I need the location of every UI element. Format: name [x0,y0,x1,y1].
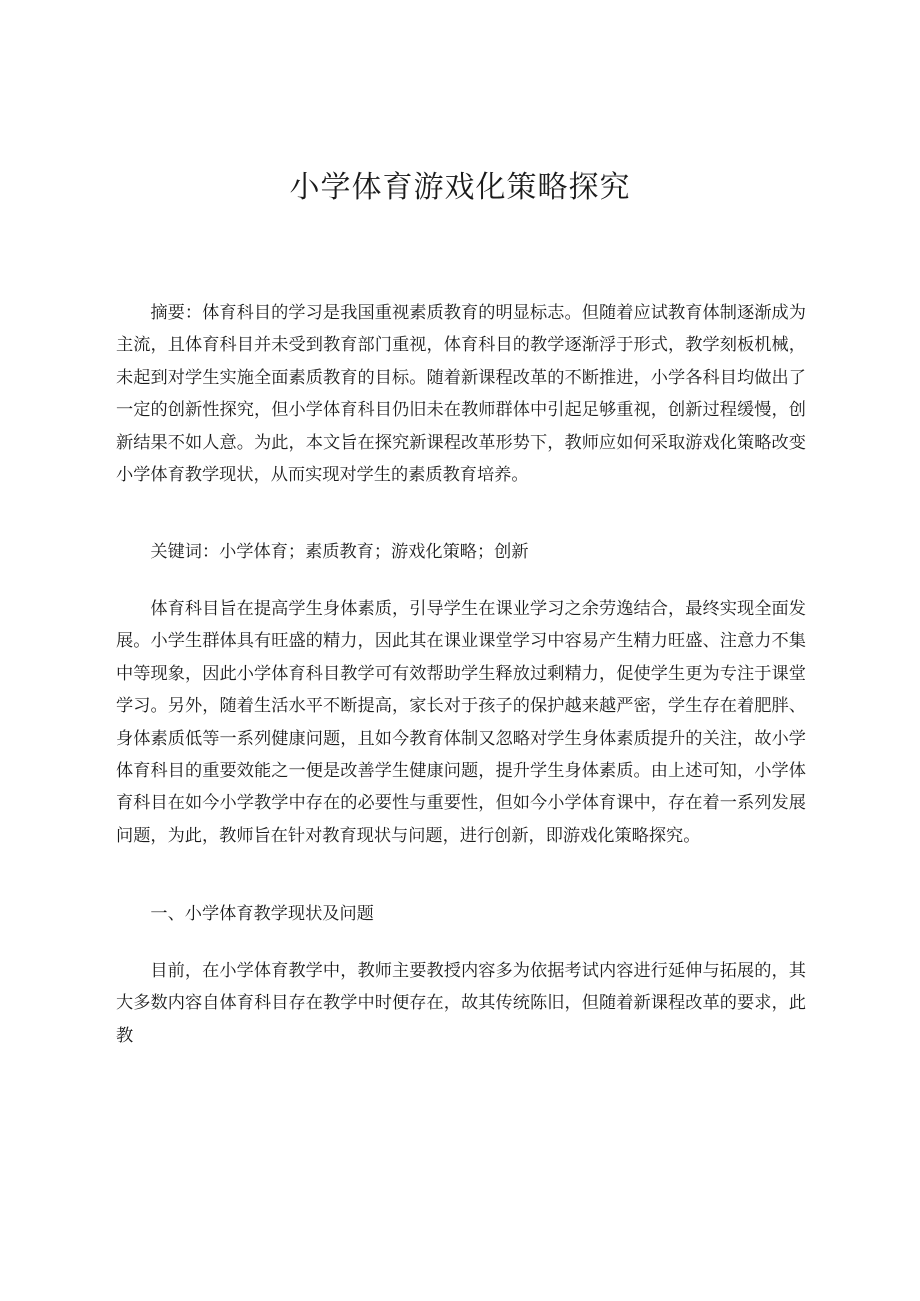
section-paragraph: 目前，在小学体育教学中，教师主要教授内容多为依据考试内容进行延伸与拓展的，其大多数内容自体育科目存在教学中时便存在，故其传统陈旧，但随着新课程改革的要求，此教 [116,961,806,1046]
intro-paragraph: 体育科目旨在提高学生身体素质，引导学生在课业学习之余劳逸结合，最终实现全面发展。小学生群体具有旺盛的精力，因此其在课业课堂学习中容易产生精力旺盛、注意力不集中等现象，因此小学体育科目教学可有效帮助学生释放过剩精力，促使学生更为专注于课堂学习。另外，随着生活水平不断提高，家长对于孩子的保护越来越严密，学生存在着肥胖、身体素质低等一系列健康问题，且如今教育体制又忽略对学生身体素质提升的关注，故小学体育科目的重要效能之一便是改善学生健康问题，提升学生身体素质。由上述可知，小学体育科目在如今小学教学中存在的必要性与重要性，但如今小学体育课中，存在着一系列发展问题，为此，教师旨在针对教育现状与问题，进行创新，即游戏化策略探究。 [116,599,806,846]
abstract-paragraph: 摘要：体育科目的学习是我国重视素质教育的明显标志。但随着应试教育体制逐渐成为主流，且体育科目并未受到教育部门重视，体育科目的教学逐渐浮于形式，教学刻板机械，未起到对学生实施全面素质教育的目标。随着新课程改革的不断推进，小学各科目均做出了一定的创新性探究，但小学体育科目仍旧未在教师群体中引起足够重视，创新过程缓慢，创新结果不如人意。为此，本文旨在探究新课程改革形势下，教师应如何采取游戏化策略改变小学体育教学现状，从而实现对学生的素质教育培养。 [116,303,806,486]
section-heading: 一、小学体育教学现状及问题 [150,904,374,924]
keywords-line: 关键词：小学体育；素质教育；游戏化策略；创新 [150,542,529,562]
document-title: 小学体育游戏化策略探究 [289,170,631,205]
